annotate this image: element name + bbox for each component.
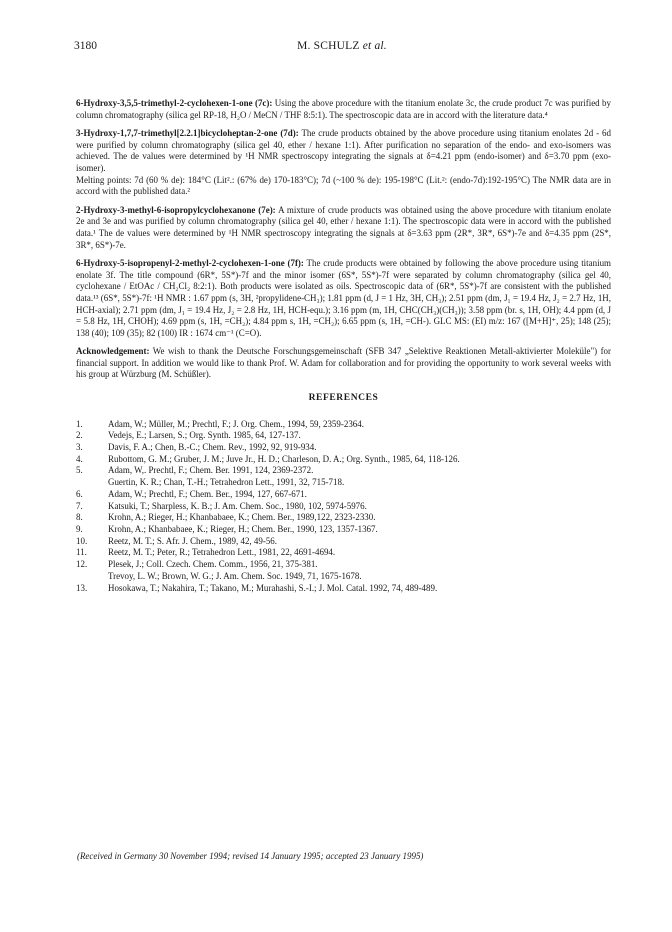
- reference-text: Adam, W,. Prechtl, F.; Chem. Ber. 1991, 124, 2369-2372.: [108, 465, 314, 476]
- paragraph-7d: [76, 128, 611, 198]
- reference-text: Hosokawa, T.; Nakahira, T.; Takano, M.; Murahashi, S.-I.; J. Mol. Catal. 1992, 74, 489-489.: [108, 582, 438, 593]
- acknowledgement-text: We wish to thank the Deutsche Forschungsgemeinschaft (SFB 347 „Selektive Reaktionen Metall-aktivierter Moleküle") for financial support. In addition we would like to thank Prof. W. Adam for collaboration and for providing the opportunity to work several weeks with his group at Würzburg (M. Schüßler).: [76, 346, 611, 380]
- reference-text: Trevoy, L. W.; Brown, W. G.; J. Am. Chem. Soc. 1949, 71, 1675-1678.: [108, 570, 362, 581]
- compound-title-7e: 2-Hydroxy-3-methyl-6-isopropylcyclohexanone (7e):: [76, 204, 276, 215]
- reference-text: Guertin, K. R.; Chan, T.-H.; Tetrahedron Lett., 1991, 32, 715-718.: [108, 477, 345, 488]
- reference-text: Davis, F. A.; Chen, B.-C.; Chem. Rev., 1992, 92, 919-934.: [108, 442, 317, 453]
- running-title-suffix: et al.: [362, 40, 387, 52]
- reference-item: [76, 571, 611, 583]
- reference-item: [76, 465, 611, 477]
- reference-item: [76, 583, 611, 595]
- received-dates: (Received in Germany 30 November 1994; revised 14 January 1995; accepted 23 January 1995): [77, 851, 424, 861]
- reference-text: Krohn, A.; Rieger, H.; Khanbabaee, K.; Chem. Ber., 1989,122, 2323-2330.: [108, 512, 376, 523]
- running-title: [74, 40, 610, 52]
- reference-item: [76, 454, 611, 466]
- reference-text: Krohn, A.; Khanbabaee, K.; Rieger, H.; Chem. Ber., 1990, 123, 1357-1367.: [108, 523, 378, 534]
- reference-item: [76, 477, 611, 489]
- reference-number: 7.: [76, 500, 83, 511]
- reference-text: Vedejs, E.; Larsen, S.; Org. Synth. 1985, 64, 127-137.: [108, 430, 301, 441]
- acknowledgement: [76, 346, 611, 381]
- reference-number: 3.: [76, 442, 83, 453]
- reference-text: Adam, W.; Müller, M.; Prechtl, F.; J. Org. Chem., 1994, 59, 2359-2364.: [108, 418, 364, 429]
- melting-points-7d: Melting points: 7d (60 % de): 184°C (Lit².: (67% de) 170-183°C); 7d (~100 % de): 195-198°C (Lit.²: (endo-7d):192-195°C) The NMR data are in accord with the published data.²: [76, 174, 611, 197]
- reference-text: Katsuki, T.; Sharpless, K. B.; J. Am. Chem. Soc., 1980, 102, 5974-5976.: [108, 500, 367, 511]
- reference-text: Adam, W.; Prechtl, F.; Chem. Ber., 1994, 127, 667-671.: [108, 488, 307, 499]
- paragraph-7c: [76, 98, 611, 121]
- acknowledgement-title: Acknowledgement:: [76, 346, 150, 357]
- page-header: [74, 40, 610, 56]
- reference-number: 13.: [76, 582, 88, 593]
- reference-number: 5.: [76, 465, 83, 476]
- reference-number: 9.: [76, 523, 83, 534]
- reference-item: [76, 524, 611, 536]
- paragraph-7f: [76, 258, 611, 339]
- reference-number: 2.: [76, 430, 83, 441]
- reference-text: Reetz, M. T.; S. Afr. J. Chem., 1989, 42, 49-56.: [108, 535, 277, 546]
- page-number: 3180: [74, 40, 97, 52]
- reference-number: 4.: [76, 453, 83, 464]
- paragraph-text-7e: A mixture of crude products was obtained using the above procedure with titanium enolate 2e and 3e and was purified by column chromatography (silica gel 40, ether / hexane 1:1). The spectroscopic data were in accord with the published data.¹ The de values were determined by ¹H NMR spectroscopy integrating the signals at δ=3.63 ppm (2R*, 3R*, 6S*)-7e and δ=4.35 ppm (2S*, 3R*, 6S*)-7e.: [76, 204, 611, 250]
- reference-number: 10.: [76, 535, 88, 546]
- reference-item: [76, 419, 611, 431]
- reference-number: 11.: [76, 547, 87, 558]
- article-body: [76, 98, 611, 594]
- paragraph-text-7f: The crude products were obtained by following the above procedure using titanium enolate 3f. The title compound (6R*, 5S*)-7f and the minor isomer (6S*, 5S*)-7f were separated by column chromatography (silica gel 40, cyclohexane / EtOAc / CH₂Cl₂ 8:2:1). Both products were isolated as oils. Spectroscopic data of (6R*, 5S*)-7f are consistent with the published data.¹³ (6S*, 5S*)-7f: ¹H NMR : 1.67 ppm (s, 3H, ²propylidene-CH₃); 1.81 ppm (d, J = 1 Hz, 3H, CH₃); 2.51 ppm (dm, J₁ = 19.4 Hz, J₂ = 2.7 Hz, 1H, HCH-axial); 2.71 ppm (dm, J₁ = 19.4 Hz, J₂ = 2.8 Hz, 1H, HCH-equ.); 3.16 ppm (m, 1H, CHC(CH₃)(CH₃)); 3.58 ppm (br. s, 1H, OH); 4.4 ppm (d, J = 5.8 Hz, 1H, CHOH); 4.69 ppm (s, 1H, =CH₂); 4.84 ppm s, 1H, =CH₂); 6.65 ppm (s, 1H, =CH-). GLC MS: (EI) m/z: 167 ([M+H]⁺, 25); 148 (25); 138 (40); 109 (35); 82 (100) IR : 1674 cm⁻¹ (C=O).: [76, 258, 611, 338]
- compound-title-7d: 3-Hydroxy-1,7,7-trimethyl[2.2.1]bicycloheptan-2-one (7d):: [76, 128, 299, 139]
- compound-title-7f: 6-Hydroxy-5-isopropenyl-2-methyl-2-cyclohexen-1-one (7f):: [76, 258, 304, 269]
- reference-item: [76, 442, 611, 454]
- paragraph-text-7c: Using the above procedure with the titanium enolate 3c, the crude product 7c was purified by column chromatography (silica gel RP-18, H₂O / MeCN / THF 8:5:1). The spectroscopic data are in accord with the literature data.⁴: [76, 98, 611, 120]
- reference-item: [76, 559, 611, 571]
- compound-title-7c: 6-Hydroxy-3,5,5-trimethyl-2-cyclohexen-1-one (7c):: [76, 98, 273, 108]
- reference-number: 12.: [76, 559, 88, 570]
- reference-item: [76, 547, 611, 559]
- reference-item: [76, 430, 611, 442]
- paragraph-7e: [76, 205, 611, 251]
- reference-text: Reetz, M. T.; Peter, R.; Tetrahedron Lett., 1981, 22, 4691-4694.: [108, 547, 336, 558]
- references-list: [76, 419, 611, 595]
- reference-item: [76, 489, 611, 501]
- reference-text: Plesek, J.; Coll. Czech. Chem. Comm., 1956, 21, 375-381.: [108, 559, 318, 570]
- reference-number: 8.: [76, 512, 83, 523]
- reference-text: Rubottom, G. M.; Gruber, J. M.; Juve Jr., H. D.; Charleson, D. A.; Org. Synth., 1985, 64, 118-126.: [108, 453, 460, 464]
- references-heading: REFERENCES: [308, 393, 379, 404]
- reference-item: [76, 536, 611, 548]
- reference-item: [76, 512, 611, 524]
- reference-number: 6.: [76, 488, 83, 499]
- paragraph-text-7d: The crude products obtained by the above procedure using titanium enolates 2d - 6d were purified by column chromatography (silica gel 40, ether / hexane 1:1). After purification no separation of the endo- and exo-isomers was achieved. The de values were determined by ¹H NMR spectroscopy integrating the signals at δ=4.21 ppm (endo-isomer) and δ=3.70 ppm (exo-isomer).: [76, 128, 611, 173]
- running-title-authors: M. SCHULZ: [297, 40, 360, 52]
- reference-number: 1.: [76, 418, 83, 429]
- reference-item: [76, 501, 611, 513]
